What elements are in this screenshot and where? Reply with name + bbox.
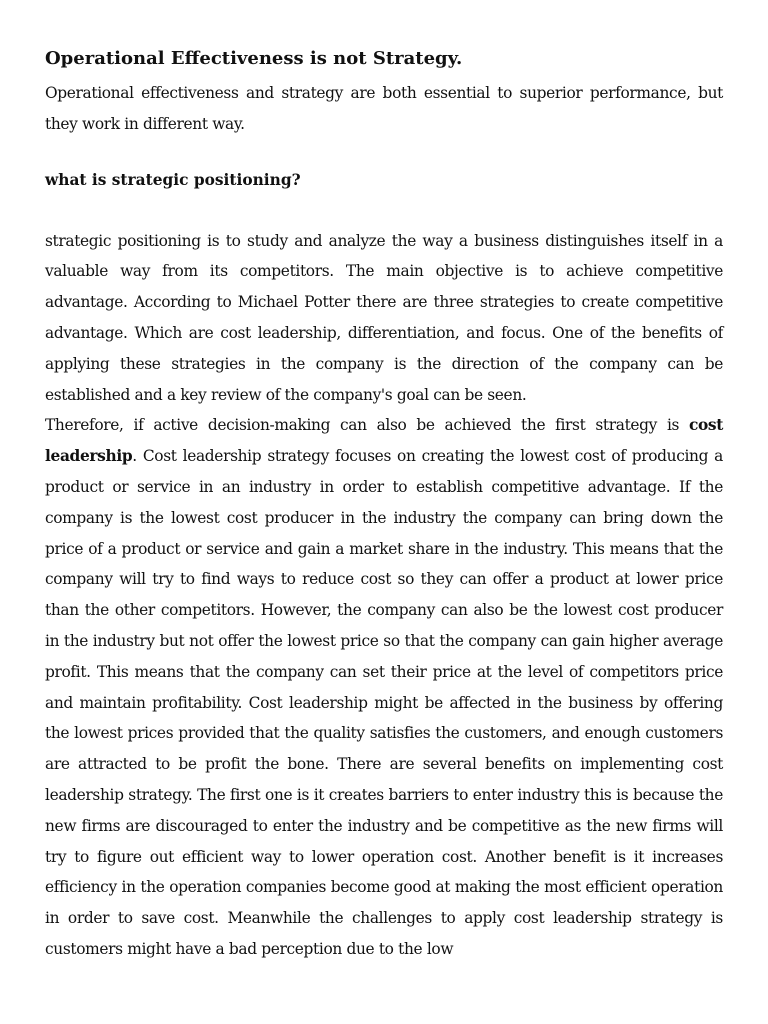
- document-title: Operational Effectiveness is not Strategy.: [45, 48, 463, 69]
- cost-leadership-paragraph: [45, 410, 723, 964]
- cost-leadership-lead-text: Therefore, if active decision-making can also be achieved the first strategy is: [45, 416, 689, 435]
- cost-leadership-body-text: . Cost leadership strategy focuses on creating the lowest cost of producing a product or service in an industry in order to establish competitive advantage. If the company is the lowest cost producer in the industry the company can bring down the price of a product or service and gain a market share in the industry. This means that the company will try to find ways to reduce cost so they can offer a product at lower price than the other competitors. However, the company can also be the lowest cost producer in the industry but not offer the lowest price so that the company can gain higher average profit. This means that the company can set their price at the level of competitors price and maintain profitability. Cost leadership might be affected in the business by offering the lowest prices provided that the quality satisfies the customers, and enough customers are attracted to be profit the bone. There are several benefits on implementing cost leadership strategy. The first one is it creates barriers to enter industry this is because the new firms are discouraged to enter the industry and be competitive as the new firms will try to figure out efficient way to lower operation cost. Another benefit is it increases efficiency in the operation companies become good at making the most efficient operation in order to save cost. Meanwhile the challenges to apply cost leadership strategy is customers might have a bad perception due to the low: [45, 447, 723, 958]
- section-heading: what is strategic positioning?: [45, 170, 301, 189]
- intro-paragraph: Operational effectiveness and strategy are both essential to superior performance, but they work in different way.: [45, 84, 723, 133]
- cost-leadership-term: cost leadership: [45, 416, 723, 466]
- strategic-positioning-paragraph: strategic positioning is to study and analyze the way a business distinguishes itself in a valuable way from its competitors. The main objective is to achieve competitive advantage. According to Michael Potter there are three strategies to create competitive advantage. Which are cost leadership, differentiation, and focus. One of the benefits of applying these strategies in the company is the direction of the company can be established and a key review of the company's goal can be seen.: [45, 231, 723, 404]
- document-page: [45, 46, 723, 965]
